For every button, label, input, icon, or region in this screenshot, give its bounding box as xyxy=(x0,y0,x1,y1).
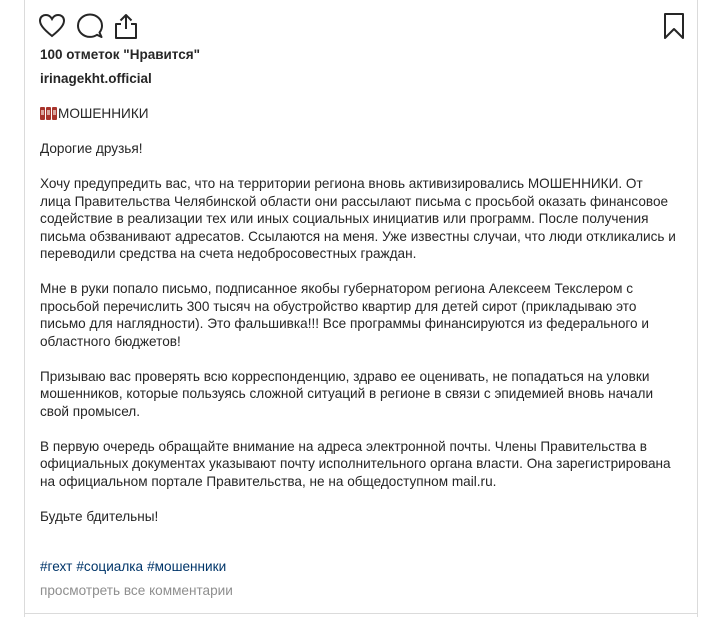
right-border xyxy=(697,0,698,617)
share-icon[interactable] xyxy=(112,12,140,40)
hashtag-list xyxy=(40,559,230,574)
hashtag-link[interactable]: #гехт xyxy=(40,559,73,574)
caption-title-text: МОШЕННИКИ xyxy=(58,106,149,121)
left-border xyxy=(24,0,25,617)
hashtag-link[interactable]: #мошенники xyxy=(147,559,227,574)
caption-paragraph: В первую очередь обращайте внимание на адреса электронной почты. Члены Правительства в официальных документах указывают почту исполнительного органа власти. Она зарегистрирована на официальном портале Правительства, не на общедоступном mail.ru. xyxy=(40,438,671,489)
caption-paragraph: Дорогие друзья! xyxy=(40,141,143,156)
action-bar xyxy=(38,12,688,42)
caption-paragraph: Хочу предупредить вас, что на территории региона вновь активизировались МОШЕННИКИ. От лица Правительства Челябинской области они рассылают письма с просьбой оказать финансовое содействие в реализации тех или иных социальных инициатив или программ. После получения письма обзванивают адресатов. Ссылаются на меня. Уже известны случаи, что люди откликались и переводили средства на счета недобросовестных граждан. xyxy=(40,176,676,261)
view-all-comments-link[interactable]: просмотреть все комментарии xyxy=(40,583,233,598)
alarm-emoji-icon xyxy=(40,107,57,120)
post-caption xyxy=(40,105,688,543)
caption-paragraph: Призываю вас проверять всю корреспонденцию, здраво ее оценивать, не попадаться на уловки мошенников, которые пользуясь сложной ситуаций в регионе в связи с эпидемией вновь начали свой промысел. xyxy=(40,368,654,419)
caption-paragraph: Мне в руки попало письмо, подписанное якобы губернатором региона Алексеем Текслером с просьбой перечислить 300 тысяч на обустройство квартир для детей сирот (прикладываю это письмо для наглядности). Это фальшивка!!! Все программы финансируются из федерального и областного бюджетов! xyxy=(40,281,649,349)
hashtag-link[interactable]: #социалка xyxy=(76,559,144,574)
bookmark-icon[interactable] xyxy=(660,12,688,40)
likes-count[interactable]: 100 отметок "Нравится" xyxy=(40,47,201,62)
bottom-divider xyxy=(24,613,698,614)
comment-icon[interactable] xyxy=(76,12,104,40)
username-link[interactable]: irinagekht.official xyxy=(40,71,152,86)
caption-title xyxy=(40,105,688,123)
caption-paragraph: Будьте бдительны! xyxy=(40,508,159,524)
heart-icon[interactable] xyxy=(38,12,66,40)
